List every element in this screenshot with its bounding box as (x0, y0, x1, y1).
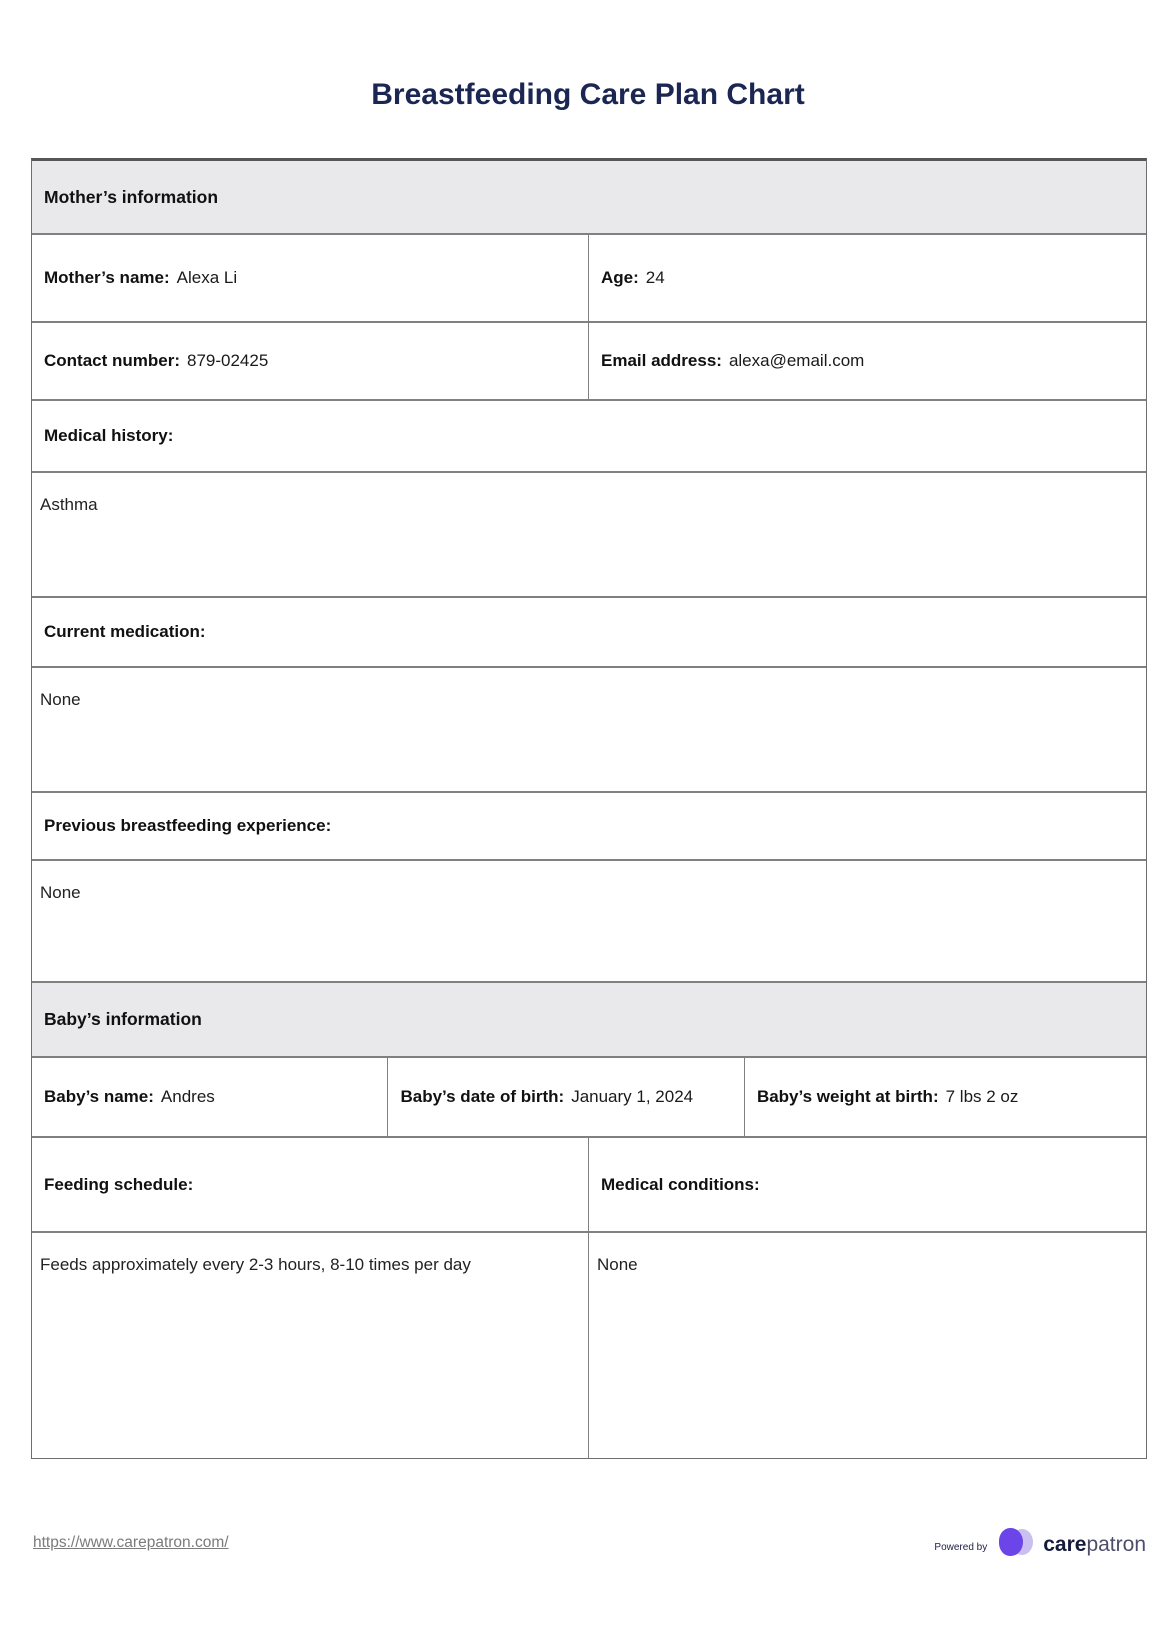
baby-dob-value: January 1, 2024 (571, 1087, 694, 1106)
previous-experience-label-row (32, 793, 1146, 861)
footer-link[interactable]: https://www.carepatron.com/ (33, 1534, 229, 1551)
baby-section-header-row (32, 983, 1146, 1058)
carepatron-brand (934, 1526, 1146, 1562)
current-medication-value: None (40, 690, 81, 709)
medical-history-label-cell (32, 401, 1146, 471)
mother-age-cell (589, 235, 1146, 321)
medical-history-label-row (32, 401, 1146, 473)
baby-name-value: Andres (160, 1087, 215, 1106)
baby-dob-label: Baby’s date of birth: (400, 1087, 565, 1106)
medical-conditions-value: None (597, 1255, 638, 1274)
mother-name-label: Mother’s name: (44, 268, 170, 287)
care-plan-table (31, 158, 1147, 1459)
mother-section-header: Mother’s information (32, 161, 1146, 233)
medical-history-label: Medical history: (44, 426, 174, 445)
baby-dob-cell (388, 1058, 744, 1136)
feeding-conditions-label-row (32, 1138, 1146, 1233)
brand-patron-text: patron (1086, 1533, 1146, 1556)
baby-name-label: Baby’s name: (44, 1087, 154, 1106)
carepatron-wordmark (1043, 1533, 1146, 1557)
previous-experience-label: Previous breastfeeding experience: (44, 816, 332, 835)
feeding-schedule-label-cell (32, 1138, 589, 1231)
powered-by-label: Powered by (934, 1541, 988, 1553)
carepatron-logo-icon (997, 1526, 1035, 1562)
contact-number-value: 879-02425 (187, 351, 269, 370)
baby-weight-cell (745, 1058, 1146, 1136)
current-medication-label-row (32, 598, 1146, 668)
email-address-value: alexa@email.com (728, 351, 865, 370)
mother-section-header-row (32, 161, 1146, 235)
feeding-schedule-value: Feeds approximately every 2-3 hours, 8-10 times per day (32, 1233, 589, 1458)
previous-experience-label-cell (32, 793, 1146, 859)
previous-experience-value: None (40, 883, 81, 902)
current-medication-label-cell (32, 598, 1146, 666)
baby-weight-label: Baby’s weight at birth: (756, 1087, 939, 1106)
baby-section-header: Baby’s information (32, 983, 1146, 1056)
baby-details-row (32, 1058, 1146, 1138)
previous-experience-value-row (32, 861, 1146, 983)
medical-history-value-row (32, 473, 1146, 598)
feeding-conditions-value-row (32, 1233, 1146, 1458)
baby-weight-value: 7 lbs 2 oz (945, 1087, 1019, 1106)
mother-name-value: Alexa Li (176, 268, 238, 287)
brand-care-text: care (1043, 1533, 1087, 1556)
mother-contact-email-row (32, 323, 1146, 401)
medical-history-value: Asthma (40, 495, 98, 514)
current-medication-label: Current medication: (44, 622, 206, 641)
current-medication-value-row (32, 668, 1146, 793)
medical-conditions-label-cell (589, 1138, 1146, 1231)
mother-email-cell (589, 323, 1146, 399)
email-address-label: Email address: (601, 351, 722, 370)
mother-age-label: Age: (601, 268, 639, 287)
page-title: Breastfeeding Care Plan Chart (371, 78, 805, 111)
baby-name-cell (32, 1058, 388, 1136)
mother-name-cell (32, 235, 589, 321)
contact-number-label: Contact number: (44, 351, 180, 370)
mother-name-age-row (32, 235, 1146, 323)
mother-contact-cell (32, 323, 589, 399)
feeding-schedule-label: Feeding schedule: (44, 1174, 194, 1194)
medical-conditions-label: Medical conditions: (601, 1174, 760, 1194)
mother-age-value: 24 (645, 268, 665, 287)
